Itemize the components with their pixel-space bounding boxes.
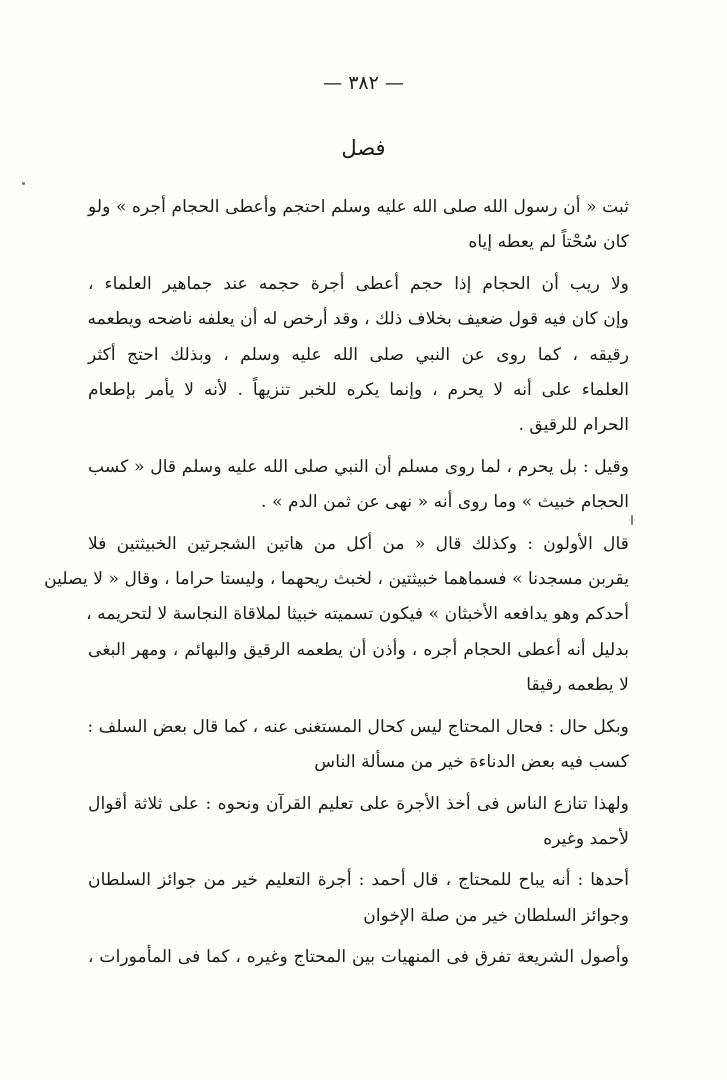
text-line: الحجام خبيث » وما روى أنه « نهى عن ثمن الدم » . <box>261 492 629 513</box>
page-number: — ٣٨٢ — <box>323 72 404 94</box>
text-line: وأصول الشريعة تفرق فى المنهيات بين المحتاج وغيره ، كما فى المأمورات ، <box>88 947 629 968</box>
text-line: كسب فيه بعض الدناءة خير من مسألة الناس <box>314 752 629 773</box>
text-line: وقيل : بل يحرم ، لما روى مسلم أن النبي صلى الله عليه وسلم قال « كسب <box>88 456 629 477</box>
scan-mark <box>631 515 633 525</box>
body-text <box>44 190 629 982</box>
paragraph <box>88 863 629 934</box>
paragraph <box>44 527 629 704</box>
section-title: فصل <box>341 136 386 160</box>
text-line: لا يطعمه رقيقا <box>526 675 629 696</box>
text-line: وإن كان فيه قول ضعيف بخلاف ذلك ، وقد أرخص له أن يعلفه ناضحه ويطعمه <box>87 309 629 330</box>
paragraph <box>88 450 629 521</box>
text-line: أحدكم وهو يدافعه الأخبثان » فيكون تسميته خبيثا لملاقاة النجاسة لا لتحريمه ، <box>86 604 629 625</box>
paragraph <box>88 190 629 261</box>
text-line: ولهذا تنازع الناس فى أخذ الأجرة على تعليم القرآن ونحوه : على ثلاثة أقوال <box>88 793 629 814</box>
text-line: ولا ريب أن الحجام إذا حجم أعطى أجرة حجمه عند جماهير العلماء ، <box>88 273 629 294</box>
text-line: كان سُحْتاً لم يعطه إياه <box>468 232 629 253</box>
paragraph <box>88 710 629 781</box>
text-line: ثبت « أن رسول الله صلى الله عليه وسلم احتجم وأعطى الحجام أجره » ولو <box>88 197 629 217</box>
text-line: أحدها : أنه يباح للمحتاج ، قال أحمد : أجرة التعليم خير من جوائز السلطان <box>88 870 629 891</box>
text-line: يقربن مسجدنا » فسماهما خبيثتين ، لخبث ريحهما ، وليستا حراما ، وقال « لا يصلين <box>44 569 629 590</box>
text-line: وبكل حال : فحال المحتاج ليس كحال المستغنى عنه ، كما قال بعض السلف : <box>87 716 629 737</box>
paragraph <box>88 940 629 975</box>
paragraph <box>88 787 629 858</box>
scan-speck <box>22 182 25 185</box>
text-line: قال الأولون : وكذلك قال « من أكل من هاتين الشجرتين الخبيثتين فلا <box>88 533 629 554</box>
text-line: وجوائز السلطان خير من صلة الإخوان <box>363 905 629 926</box>
text-line: العلماء على أنه لا يحرم ، وإنما يكره للخبر تنزيهاً . لأنه لا يأمر بإطعام <box>88 380 629 401</box>
text-line: لأحمد وغيره <box>543 828 629 849</box>
text-line: رقيقه ، كما روى عن النبي صلى الله عليه وسلم ، وبذلك احتج أكثر <box>88 344 629 365</box>
text-line: بدليل أنه أعطى الحجام أجره ، وأذن أن يطعمه الرقيق والبهائم ، ومهر البغى <box>88 639 629 660</box>
text-line: الحرام للرقيق . <box>518 415 629 436</box>
paragraph <box>88 267 629 444</box>
